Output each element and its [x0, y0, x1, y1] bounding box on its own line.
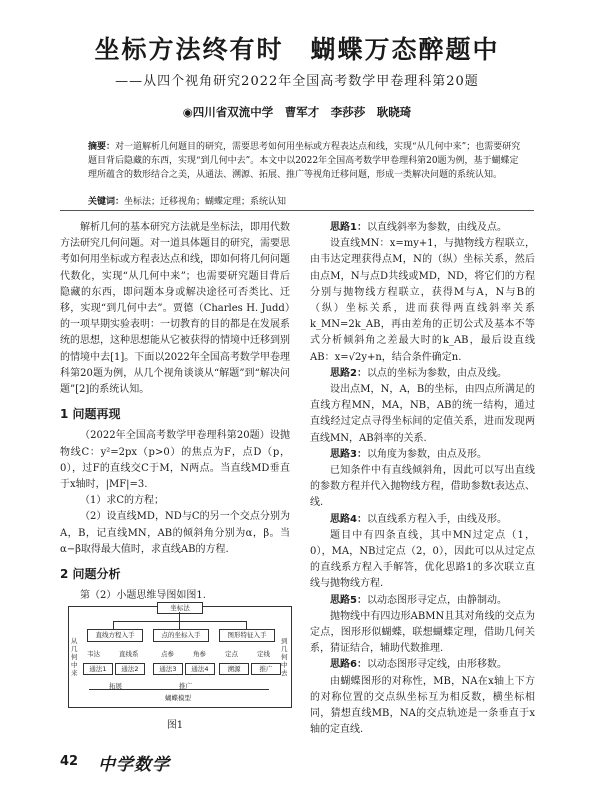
section-divider	[60, 210, 534, 211]
body-paragraph: （2022年全国高考数学甲卷理科第20题）设抛物线C：y²=2px（p>0）的焦点为F，点D（p，0），过F的直线交C于M，N两点。当直线MD垂直于x轴时，|MF|=3.	[60, 430, 290, 491]
abstract-label: 摘要：	[88, 142, 116, 152]
fig-mid-label: 韦达	[87, 650, 100, 658]
fig-row2-node: 推广	[251, 663, 281, 675]
fig-mid-label: 直线系	[119, 650, 139, 658]
keywords	[88, 194, 524, 207]
idea-text: 以点的坐标为参数，由点及线。	[366, 367, 507, 379]
body-paragraph: 已知条件中有直线倾斜角，因此可以写出直线的参数方程并代入抛物线方程，借助参数t表达点、线.	[310, 465, 535, 509]
page-footer	[60, 752, 534, 775]
idea-label: 思路6：	[330, 659, 367, 671]
article-subtitle: ——从四个视角研究2022年全国高考数学甲卷理科第20题	[115, 74, 479, 89]
idea-label: 思路2：	[330, 367, 367, 379]
authors-line: ◉四川省双流中学 曹军才 李莎莎 耿晓琦	[182, 105, 412, 119]
fig-row1-node: 直线方程入手	[87, 629, 143, 642]
keywords-text: 坐标法；迁移视角；蝴蝶定理；系统认知	[124, 197, 287, 207]
idea-text: 以直线系方程入手，由线及形。	[366, 513, 507, 525]
abstract-text: 对一道解析几何题目的研究，需要思考如何用坐标或方程表达点和线，实现“从几何中来”；也需要研究题目背后隐藏的东西，实现“到几何中去”。本文中以2022年全国高考数学甲卷理科第20题为例，基于蝴蝶定理所蕴含的数形结合之美，从通法、溯源、拓展、推广等视角迁移问题，形成一类解决问题的系统认知。	[88, 142, 521, 180]
body-paragraph	[310, 593, 535, 609]
left-column	[60, 220, 290, 604]
fig-row1-node: 点的坐标入手	[153, 629, 209, 642]
idea-label: 思路5：	[330, 594, 367, 606]
fig-bottom-node: 蝴蝶模型	[165, 694, 191, 702]
body-paragraph	[310, 366, 535, 382]
idea-label: 思路3：	[330, 448, 367, 460]
keywords-label: 关键词：	[88, 197, 125, 207]
fig-row2-node: 通法1	[83, 663, 113, 675]
figure-caption: 图1	[166, 720, 184, 731]
page-number: 42	[60, 754, 79, 769]
idea-text: 以角度为参数，由点及形。	[366, 448, 487, 460]
body-paragraph	[310, 657, 535, 673]
idea-label: 思路1：	[330, 222, 367, 233]
journal-name: 中学数学	[98, 755, 170, 775]
mind-map-figure	[68, 606, 292, 708]
body-paragraph: 设出点M，N，A，B的坐标，由四点所满足的直线方程MN，MA，NB，AB的统一结构，通过直线经过定点寻得坐标间的定值关系，进而发现两直线MN，AB斜率的关系.	[310, 384, 535, 444]
fig-mid-label: 定点	[225, 650, 238, 658]
body-paragraph: 抛物线中有四边形ABMN且其对角线的交点为定点，图形形似蝴蝶，联想蝴蝶定理，借助几何关系，猜证结合，辅助代数推理.	[310, 610, 535, 655]
body-paragraph: 题目中有四条直线，其中MN过定点（1，0），MA，NB过定点（2，0），因此可以从过定点的直线系方程入手解答，优化思路1的多次联立直线与抛物线方程.	[310, 529, 535, 590]
idea-text: 以动态图形寻定线，由形移数。	[366, 659, 507, 671]
section-heading: 2 问题分析	[60, 567, 121, 582]
fig-row2-node: 溯源	[219, 663, 249, 675]
fig-right-label: 到几何中去	[281, 637, 288, 677]
body-paragraph: 第（2）小题思维导图如图1.	[80, 590, 206, 602]
body-paragraph: （2）设直线MD，ND与C的另一个交点分别为A，B，记直线MN，AB的倾斜角分别为α，β。当α−β取得最大值时，求直线AB的方程.	[60, 511, 290, 555]
fig-left-label: 从几何中来	[71, 637, 78, 677]
body-paragraph: 由蝴蝶图形的对称性，MB，NA在x轴上下方的对称位置的交点纵坐标互为相反数，横坐标相同，猜想直线MB，NA的交点轨迹是一条垂直于x轴的定直线.	[310, 675, 535, 736]
idea-text: 以动态图形寻定点，由静制动。	[366, 594, 507, 606]
section-heading: 1 问题再现	[60, 407, 121, 422]
fig-mid-label: 定线	[257, 650, 270, 658]
fig-row2-node: 通法3	[153, 663, 183, 675]
abstract	[88, 140, 524, 182]
fig-mid-label: 点参	[161, 650, 174, 658]
fig-row2-node: 通法2	[115, 663, 145, 675]
body-paragraph: 解析几何的基本研究方法就是坐标法，即用代数方法研究几何问题。对一道具体题目的研究，需要思考如何用坐标或方程表达点和线，即如何将几何问题代数化，实现“从几何中来”；也需要研究题目背后隐藏的东西，即问题本身或解决途径可否类比、迁移，实现“到几何中去”。贾德（Charles H. Judd）的一项早期实验表明：一切教育的目的都是在发展系统的思想，这种思想能从它被获得的情境中迁移到别的情境中去[1]。下面以2022年全国高考数学甲卷理科第20题为例，从几个视角谈谈从“解题”到“解决问题”[2]的系统认知。	[60, 222, 290, 396]
fig-mid-label: 角参	[193, 650, 206, 658]
body-paragraph: （1）求C的方程；	[80, 495, 165, 507]
fig-row2-node: 通法4	[185, 663, 215, 675]
fig-top-node: 坐标法	[157, 602, 203, 614]
right-column	[310, 220, 535, 739]
fig-bottom-label: 拓展	[109, 682, 122, 690]
body-paragraph	[310, 512, 535, 528]
body-paragraph	[310, 447, 535, 463]
body-paragraph	[310, 220, 535, 236]
fig-row1-node: 图形特征入手	[219, 629, 275, 642]
article-title: 坐标方法终有时 蝴蝶万态醉题中	[94, 35, 500, 64]
idea-text: 以直线斜率为参数，由线及点。	[366, 222, 507, 233]
idea-label: 思路4：	[330, 513, 367, 525]
body-paragraph: 设直线MN：x=my+1，与抛物线方程联立，由韦达定理获得点M，N的（纵）坐标关系，然后由点M，N与点D共线或MD，ND，将它们的方程分别与抛物线方程联立，获得M与A，N与B的（纵）坐标关系，进而获得两直线斜率关系k_MN=2k_AB，再由差角的正切公式及基本不等式分析倾斜角之差最大时的k_AB，最后设直线AB：x=√2y+n，结合条件确定n.	[310, 238, 535, 363]
fig-bottom-label: 推广	[179, 682, 192, 690]
